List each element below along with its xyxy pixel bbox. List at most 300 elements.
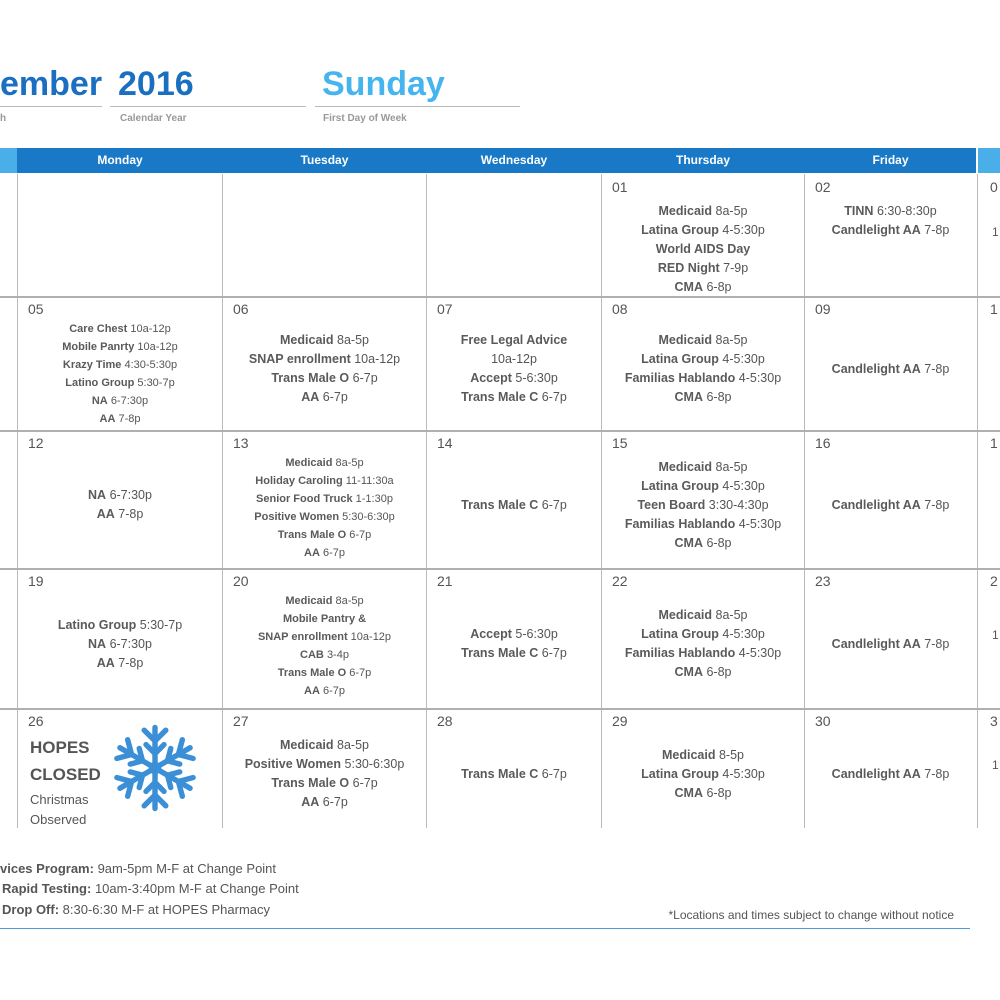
event[interactable] <box>805 635 976 654</box>
event-name: Medicaid <box>658 608 713 622</box>
first-day-label: First Day of Week <box>323 113 407 124</box>
day-header-monday: Monday <box>97 153 143 167</box>
event-time: 8a-5p <box>337 738 369 752</box>
event-list <box>223 592 426 700</box>
event-time: 7-8p <box>924 362 950 376</box>
event-time: 3:30-4:30p <box>708 498 769 512</box>
snowflake-icon <box>110 718 200 823</box>
day-cell[interactable] <box>223 708 426 828</box>
event-list <box>223 736 426 812</box>
day-number: 09 <box>815 301 831 317</box>
closed-reason-2: Observed <box>30 812 87 827</box>
event[interactable] <box>602 784 804 803</box>
day-cell[interactable] <box>805 568 976 708</box>
event[interactable] <box>602 534 804 553</box>
event-name: TINN <box>844 204 874 218</box>
event-time: 6-8p <box>706 786 732 800</box>
event[interactable] <box>223 472 426 490</box>
footer-line <box>2 881 299 896</box>
event-time: 6-7p <box>541 498 567 512</box>
event-name: Familias Hablando <box>624 371 736 385</box>
event-time: 4:30-5:30p <box>124 359 178 371</box>
event-name: Positive Women <box>244 757 342 771</box>
event-name: NA <box>91 395 108 407</box>
footer-label: Drop Off: <box>2 902 60 917</box>
event[interactable] <box>18 486 222 505</box>
event[interactable] <box>805 360 976 379</box>
day-number: 22 <box>612 573 628 589</box>
day-cell[interactable] <box>602 708 804 828</box>
day-cell[interactable] <box>427 296 601 430</box>
event[interactable] <box>223 369 426 388</box>
event-time: 6-7p <box>322 547 345 559</box>
event[interactable] <box>18 356 222 374</box>
event[interactable] <box>602 625 804 644</box>
event-name: Trans Male O <box>277 667 347 679</box>
day-number: 16 <box>815 435 831 451</box>
day-cell-sunday-partial[interactable] <box>0 568 17 708</box>
day-number: 21 <box>437 573 453 589</box>
event-fragment: 1 <box>992 628 999 642</box>
event-name: CMA <box>674 786 703 800</box>
event[interactable] <box>602 496 804 515</box>
day-number: 06 <box>233 301 249 317</box>
event-name: AA <box>96 507 115 521</box>
event-time: 10a-12p <box>130 323 171 335</box>
event-name: Latino Group <box>65 377 135 389</box>
event-time: 7-8p <box>924 498 950 512</box>
event-name: Latina Group <box>641 223 719 237</box>
event-time: 5:30-6:30p <box>344 757 405 771</box>
closed-notice <box>30 734 101 788</box>
event[interactable] <box>602 278 804 297</box>
event[interactable] <box>223 490 426 508</box>
day-number: 20 <box>233 573 249 589</box>
event-time: 4-5:30p <box>722 479 765 493</box>
event-time: 7-9p <box>723 261 749 275</box>
day-cell[interactable] <box>18 568 222 708</box>
event-name: Trans Male C <box>461 767 539 781</box>
event-time: 3-4p <box>326 649 349 661</box>
day-number: 30 <box>815 713 831 729</box>
day-header-bar-saturday <box>978 148 1000 173</box>
day-header-tuesday: Tuesday <box>300 153 349 167</box>
day-number: 07 <box>437 301 453 317</box>
event-time: 11-11:30a <box>345 475 394 487</box>
day-cell[interactable] <box>805 708 976 828</box>
event[interactable] <box>18 374 222 392</box>
event-list <box>427 496 601 515</box>
month-label: h <box>0 113 7 124</box>
event-name: Free Legal Advice <box>460 333 568 347</box>
event-time: 7-8p <box>118 507 144 521</box>
event-name: Latina Group <box>641 627 719 641</box>
event-list <box>427 331 601 407</box>
event[interactable] <box>427 350 601 369</box>
event-list <box>18 616 222 673</box>
event[interactable] <box>602 331 804 350</box>
event-name: Positive Women <box>254 511 340 523</box>
event-fragment: 1 <box>992 225 999 239</box>
day-cell[interactable] <box>427 174 601 296</box>
day-number: 26 <box>28 713 44 729</box>
footer-line <box>2 902 270 917</box>
event-name: Trans Male C <box>461 498 539 512</box>
event-name: Medicaid <box>285 457 333 469</box>
day-number: 28 <box>437 713 453 729</box>
closed-reason-1: Christmas <box>30 792 89 807</box>
event-name: Latino Group <box>57 618 137 632</box>
event-name: Trans Male O <box>271 776 350 790</box>
event-name: Candlelight AA <box>831 362 921 376</box>
day-number: 13 <box>233 435 249 451</box>
event-list <box>805 360 976 379</box>
day-number: 14 <box>437 435 453 451</box>
event-time: 5:30-7p <box>139 618 183 632</box>
day-cell-saturday-partial[interactable] <box>978 174 1000 296</box>
event-name: RED <box>657 261 685 275</box>
event-name: Candlelight AA <box>831 637 921 651</box>
event-list <box>602 331 804 407</box>
day-cell-sunday-partial[interactable] <box>0 174 17 296</box>
day-cell-sunday-partial[interactable] <box>0 430 17 568</box>
event[interactable] <box>602 515 804 534</box>
event-list <box>602 202 804 297</box>
event[interactable] <box>602 458 804 477</box>
event[interactable] <box>602 765 804 784</box>
closed-line-1: HOPES <box>30 738 90 757</box>
day-header-thursday: Thursday <box>675 153 730 167</box>
day-cell-saturday-partial[interactable] <box>978 708 1000 828</box>
event-time: 4-5:30p <box>722 352 765 366</box>
event-time: 6:30-8:30p <box>876 204 937 218</box>
day-cell[interactable] <box>18 296 222 430</box>
day-cell[interactable] <box>427 568 601 708</box>
event[interactable] <box>223 736 426 755</box>
event-list <box>805 202 976 240</box>
day-cell-sunday-partial[interactable] <box>0 296 17 430</box>
event-time: 6-7p <box>352 371 378 385</box>
event-name: Latina Group <box>641 767 719 781</box>
day-number: 05 <box>28 301 44 317</box>
footer-label: Rapid Testing: <box>2 881 92 896</box>
event-time: 7-8p <box>118 413 141 425</box>
footer-text: 8:30-6:30 M-F at HOPES Pharmacy <box>62 902 271 917</box>
event-time: 4-5:30p <box>722 223 765 237</box>
event-list <box>18 486 222 524</box>
event[interactable] <box>427 388 601 407</box>
event[interactable] <box>805 765 976 784</box>
event[interactable] <box>602 606 804 625</box>
event-time: 6-7:30p <box>110 395 149 407</box>
event-name: Trans Male O <box>271 371 350 385</box>
event[interactable] <box>427 369 601 388</box>
event[interactable] <box>223 454 426 472</box>
event-time: 8a-5p <box>715 333 748 347</box>
day-cell-saturday-partial[interactable] <box>978 296 1000 430</box>
event-time: 1-1:30p <box>355 493 393 505</box>
event-name: CMA <box>674 280 703 294</box>
event-name: Senior Food Truck <box>256 493 353 505</box>
event-time: 8-5p <box>718 748 744 762</box>
event-time: 10a-12p <box>350 631 392 643</box>
event-name: Trans Male O <box>277 529 347 541</box>
event-name: Care Chest <box>69 323 128 335</box>
event[interactable] <box>602 240 804 259</box>
event-name: Latina Group <box>641 352 719 366</box>
event-time: 6-7p <box>322 795 348 809</box>
event-name: Holiday Caroling <box>255 475 343 487</box>
event-name: NA <box>88 637 107 651</box>
event-name: Teen Board <box>637 498 706 512</box>
day-number: 1 <box>990 435 998 451</box>
event-list <box>223 454 426 562</box>
event[interactable] <box>602 477 804 496</box>
event-name: World AIDS Day <box>655 242 751 256</box>
event-name: CMA <box>674 536 703 550</box>
event-name: Mobile Pantry & <box>282 613 367 625</box>
day-cell[interactable] <box>602 568 804 708</box>
event-time: 6-7p <box>349 667 372 679</box>
event[interactable] <box>223 526 426 544</box>
event[interactable] <box>602 259 804 278</box>
event[interactable] <box>602 350 804 369</box>
event-time: 10a-12p <box>354 352 401 366</box>
event-name: Accept <box>470 627 512 641</box>
event[interactable] <box>427 496 601 515</box>
event-name: Mobile Panrty <box>62 341 135 353</box>
year-label: Calendar Year <box>120 113 187 124</box>
event-name: Trans Male C <box>461 646 539 660</box>
event[interactable] <box>427 644 601 663</box>
event-time: 6-7p <box>541 646 567 660</box>
event-time: 6-8p <box>706 390 732 404</box>
event[interactable] <box>602 221 804 240</box>
month-title: ember <box>0 65 103 103</box>
event-time: 5:30-6:30p <box>342 511 395 523</box>
event-time: 8a-5p <box>715 460 748 474</box>
event-time: 6-7p <box>349 529 372 541</box>
event-name: AA <box>304 547 320 559</box>
day-cell-saturday-partial[interactable] <box>978 430 1000 568</box>
day-number: 15 <box>612 435 628 451</box>
event[interactable] <box>805 221 976 240</box>
day-number: 23 <box>815 573 831 589</box>
event-time: 4-5:30p <box>722 627 765 641</box>
event[interactable] <box>602 388 804 407</box>
event-list <box>602 606 804 682</box>
event-time: 6-7:30p <box>109 637 152 651</box>
event[interactable] <box>427 625 601 644</box>
event[interactable] <box>223 350 426 369</box>
event-list <box>427 765 601 784</box>
event-time: 7-8p <box>118 656 144 670</box>
event-list <box>805 765 976 784</box>
event-name: Medicaid <box>658 204 713 218</box>
event-time: 10a-12p <box>137 341 178 353</box>
event-list <box>18 320 222 428</box>
event-name: SNAP enrollment <box>257 631 348 643</box>
day-cell[interactable] <box>805 430 976 568</box>
event[interactable] <box>18 505 222 524</box>
event-time: 7-8p <box>924 767 950 781</box>
event-name: AA <box>301 390 320 404</box>
event-name: Medicaid <box>280 333 334 347</box>
event[interactable] <box>223 628 426 646</box>
event-time: 5:30-7p <box>137 377 175 389</box>
day-number: 01 <box>612 179 628 195</box>
event-list <box>223 331 426 407</box>
event-name: Medicaid <box>285 595 333 607</box>
day-header-wednesday: Wednesday <box>480 153 548 167</box>
day-cell[interactable] <box>805 296 976 430</box>
event-name: Candlelight AA <box>831 223 921 237</box>
day-cell[interactable] <box>427 430 601 568</box>
event-time: 10a-12p <box>491 352 537 366</box>
day-cell[interactable] <box>223 568 426 708</box>
event[interactable] <box>602 663 804 682</box>
footer-line <box>0 861 276 876</box>
first-day-title: Sunday <box>322 65 445 103</box>
event-time: 8a-5p <box>335 457 364 469</box>
event-list <box>427 625 601 663</box>
event-name: Medicaid <box>661 748 716 762</box>
event-time: 6-8p <box>706 536 732 550</box>
event-name: Medicaid <box>658 333 713 347</box>
event-time: 4-5:30p <box>738 371 782 385</box>
day-number: 12 <box>28 435 44 451</box>
event-time: 7-8p <box>924 223 950 237</box>
footer-label: vices Program: <box>0 861 94 876</box>
day-cell-sunday-partial[interactable] <box>0 708 17 828</box>
event-name: Latina Group <box>641 479 719 493</box>
event-name: Krazy Time <box>62 359 122 371</box>
event[interactable] <box>223 774 426 793</box>
event[interactable] <box>18 338 222 356</box>
event-name: Familias Hablando <box>624 646 736 660</box>
event[interactable] <box>223 592 426 610</box>
disclaimer-note: *Locations and times subject to change without notice <box>668 908 954 922</box>
day-cell[interactable] <box>805 174 976 296</box>
event[interactable] <box>223 331 426 350</box>
day-number: 2 <box>990 573 998 589</box>
day-cell[interactable] <box>602 174 804 296</box>
year-title: 2016 <box>118 65 194 103</box>
event-time: 4-5:30p <box>722 767 765 781</box>
event[interactable] <box>805 202 976 221</box>
event-list <box>602 458 804 553</box>
event[interactable] <box>223 755 426 774</box>
day-number: 1 <box>990 301 998 317</box>
day-number: 02 <box>815 179 831 195</box>
day-number: 29 <box>612 713 628 729</box>
event-time: 8a-5p <box>715 608 748 622</box>
event-name: Candlelight AA <box>831 767 921 781</box>
event-name: AA <box>99 413 116 425</box>
event-name: SNAP enrollment <box>248 352 351 366</box>
day-number: 3 <box>990 713 998 729</box>
event[interactable] <box>18 410 222 428</box>
event-name: Candlelight AA <box>831 498 921 512</box>
event-time: 8a-5p <box>337 333 369 347</box>
day-cell[interactable] <box>223 296 426 430</box>
event-time: 6-8p <box>706 665 732 679</box>
event-time: 6-8p <box>706 280 732 294</box>
event[interactable] <box>18 320 222 338</box>
event[interactable] <box>223 664 426 682</box>
event[interactable] <box>602 369 804 388</box>
day-number: 19 <box>28 573 44 589</box>
event-name: AA <box>301 795 320 809</box>
event-time: 8a-5p <box>715 204 748 218</box>
event[interactable] <box>602 746 804 765</box>
event-name: CMA <box>674 665 703 679</box>
day-number: 0 <box>990 179 998 195</box>
event-name: AA <box>304 685 320 697</box>
event[interactable] <box>602 644 804 663</box>
day-number: 27 <box>233 713 249 729</box>
day-cell[interactable] <box>223 174 426 296</box>
event[interactable] <box>18 635 222 654</box>
event-name: NA <box>88 488 107 502</box>
event[interactable] <box>223 508 426 526</box>
event[interactable] <box>223 544 426 562</box>
event[interactable] <box>223 646 426 664</box>
event-list <box>602 746 804 803</box>
day-number: 08 <box>612 301 628 317</box>
event-time: 5-6:30p <box>515 371 558 385</box>
event-time: 6-7p <box>322 390 348 404</box>
closed-reason <box>30 790 89 830</box>
event-name: CAB <box>300 649 324 661</box>
day-cell[interactable] <box>223 430 426 568</box>
event-name: AA <box>96 656 115 670</box>
day-cell[interactable] <box>602 296 804 430</box>
event[interactable] <box>427 765 601 784</box>
event[interactable] <box>223 388 426 407</box>
day-cell[interactable] <box>602 430 804 568</box>
event-name: CMA <box>674 390 703 404</box>
event-name-extra: Night <box>687 261 720 275</box>
day-cell[interactable] <box>427 708 601 828</box>
event[interactable] <box>805 496 976 515</box>
event[interactable] <box>427 331 601 350</box>
event-name: Medicaid <box>658 460 713 474</box>
closed-line-2: CLOSED <box>30 765 101 784</box>
event-list <box>805 635 976 654</box>
event-fragment: 1 <box>992 758 999 772</box>
event[interactable] <box>223 610 426 628</box>
footer-text: 10am-3:40pm M-F at Change Point <box>94 881 299 896</box>
event-time: 4-5:30p <box>738 646 782 660</box>
day-cell[interactable] <box>18 430 222 568</box>
event[interactable] <box>223 793 426 812</box>
event[interactable] <box>18 654 222 673</box>
event-time: 8a-5p <box>335 595 364 607</box>
event[interactable] <box>18 616 222 635</box>
day-cell-saturday-partial[interactable] <box>978 568 1000 708</box>
day-cell[interactable] <box>18 174 222 296</box>
event-time: 6-7p <box>541 767 567 781</box>
event[interactable] <box>223 682 426 700</box>
event-name: Accept <box>470 371 512 385</box>
event-name: Medicaid <box>280 738 334 752</box>
event[interactable] <box>602 202 804 221</box>
day-cell[interactable] <box>18 708 222 828</box>
event-time: 6-7p <box>541 390 567 404</box>
event-name: Trans Male C <box>461 390 539 404</box>
event[interactable] <box>18 392 222 410</box>
